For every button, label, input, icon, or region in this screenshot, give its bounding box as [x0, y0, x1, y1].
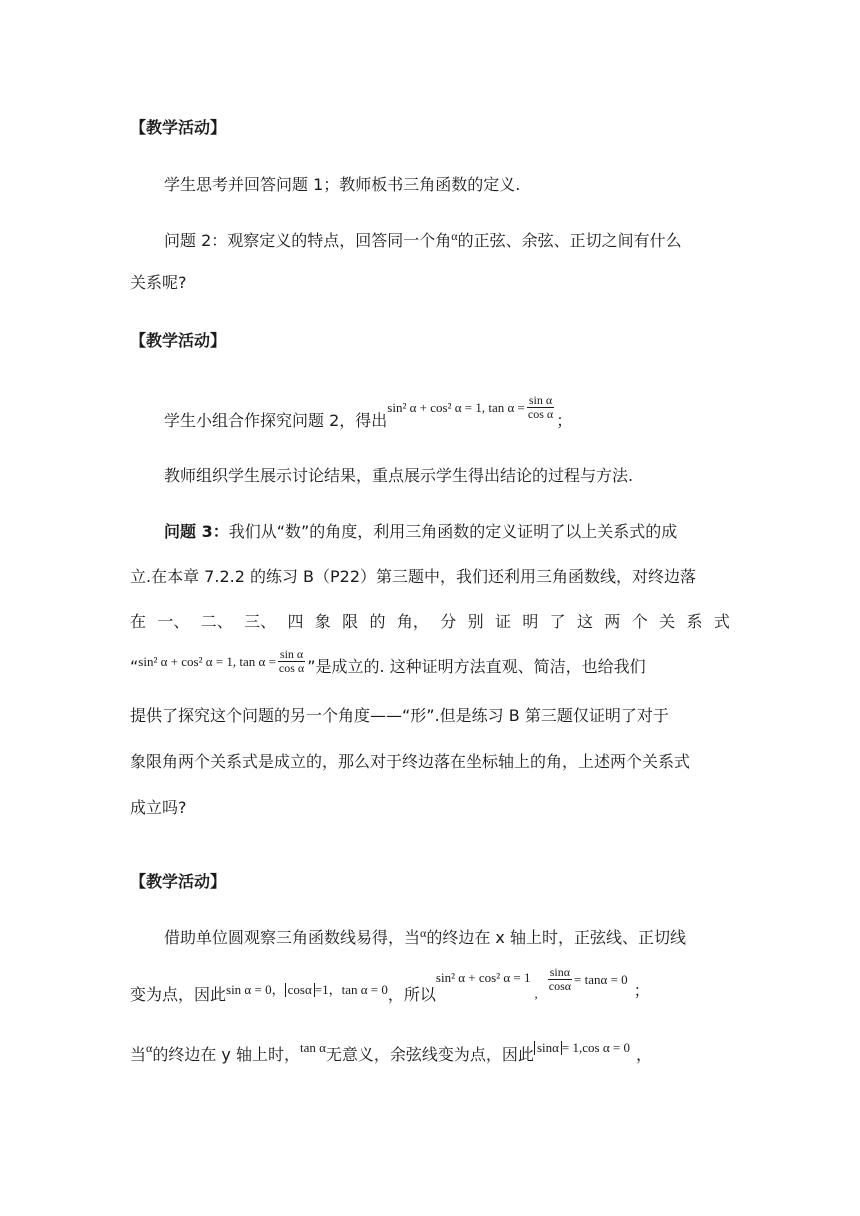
semicolon-2: ； — [633, 981, 650, 1000]
fraction-sin-over-cos: $\frac{\text{sin α}}{\text{cos α}}$ — [527, 393, 554, 421]
paragraph-5-text-b: 的终边在 x 轴上时，正弦线、正切线 — [426, 928, 686, 947]
justified-word: 明 — [522, 612, 539, 631]
question-3-line-4 — [130, 647, 730, 688]
justified-word: 角， — [396, 612, 429, 631]
tan-alpha: tan α — [299, 1039, 326, 1055]
alpha-symbol-3: α — [146, 1040, 153, 1055]
justified-word: 三、 — [244, 612, 277, 631]
alpha-symbol: α — [451, 228, 458, 243]
justified-word: 了 — [549, 612, 566, 631]
question-3-label: 问题 3： — [164, 522, 229, 541]
sin-alpha-eq-0: sin α = 0 — [226, 981, 272, 997]
paragraph-7 — [130, 1038, 730, 1068]
identity-formula-2: sin² α + cos² α = 1, tan α = $\frac{\text{sin α}}{\text{cos α}}$ — [138, 647, 305, 675]
question-3-line-1 — [130, 521, 764, 543]
justified-word: 个 — [631, 612, 648, 631]
heading-teaching-activity-3: 【教学活动】 — [130, 872, 227, 891]
paragraph-6-text-a: 变为点，因此 — [130, 985, 227, 1004]
justified-word: 证 — [494, 612, 511, 631]
justified-word: 关 — [659, 612, 676, 631]
question-3-line-3 — [130, 611, 730, 633]
semicolon: ； — [556, 411, 573, 430]
question-2-line-1 — [130, 230, 764, 253]
paragraph-1: 学生思考并回答问题 1；教师板书三角函数的定义. — [164, 175, 521, 194]
fraction-sin-over-cos-2: $\frac{\text{sin α}}{\text{cos α}}$ — [278, 647, 305, 675]
justified-word: 的 — [369, 612, 386, 631]
comma-3: , — [534, 985, 538, 1001]
identity-short: sin² α + cos² α = 1 — [435, 969, 531, 985]
alpha-symbol-2: α — [420, 925, 427, 940]
justified-word: 一、 — [157, 612, 190, 631]
justified-word: 限 — [342, 612, 359, 631]
justified-word: 这 — [577, 612, 594, 631]
paragraph-7-text-a: 当 — [130, 1045, 147, 1064]
question-3-text-4: ”是成立的. 这种证明方法直观、简洁，也给我们 — [307, 657, 646, 676]
justified-word: 两 — [604, 612, 621, 631]
paragraph-7-text-c: 无意义，余弦线变为点，因此 — [325, 1045, 534, 1064]
question-3-line-7: 成立吗? — [130, 798, 187, 817]
question-2-line-2: 关系呢? — [130, 273, 187, 292]
identity-formula-1: sin² α + cos² α = 1, tan α = $\frac{\text{sin α}}{\text{cos α}}$ — [387, 393, 554, 421]
heading-teaching-activity-2: 【教学活动】 — [130, 331, 227, 350]
comma-5: ， — [636, 1045, 653, 1064]
paragraph-6 — [130, 965, 730, 1010]
abs-cos-alpha-eq-1: cosα =1 — [285, 979, 329, 1001]
heading-teaching-activity-1: 【教学活动】 — [130, 118, 227, 137]
comma-1: ， — [271, 981, 285, 997]
justified-word: 别 — [467, 612, 484, 631]
question-2-text-b: 的正弦、余弦、正切之间有什么 — [457, 231, 682, 250]
justified-word: 式 — [713, 612, 730, 631]
fraction-tan-identity: $\frac{\sin\alpha}{\cos\alpha}$ = tanα = 0 — [548, 965, 628, 993]
question-3-text-1: 我们从“数”的角度，利用三角函数的定义证明了以上关系式的成 — [228, 522, 678, 541]
paragraph-7-text-b: 的终边在 y 轴上时， — [152, 1045, 300, 1064]
cos-alpha-eq-0: cos α = 0 — [582, 1039, 630, 1055]
abs-sin-alpha-eq-1: sinα = 1 — [534, 1037, 579, 1059]
justified-word: 系 — [686, 612, 703, 631]
question-2-text-a: 问题 2：观察定义的特点，回答同一个角 — [164, 231, 452, 250]
question-3-line-2: 立.在本章 7.2.2 的练习 B（P22）第三题中，我们还利用三角函数线，对终边落 — [130, 567, 697, 586]
justified-word: 二、 — [200, 612, 233, 631]
justified-word: 分 — [440, 612, 457, 631]
comma-4: , — [579, 1039, 583, 1055]
paragraph-5-text-a: 借助单位圆观察三角函数线易得，当 — [164, 928, 421, 947]
paragraph-3-text-a: 学生小组合作探究问题 2，得出 — [164, 411, 388, 430]
paragraph-4: 教师组织学生展示讨论结果，重点展示学生得出结论的过程与方法. — [164, 466, 634, 485]
question-3-line-5: 提供了探究这个问题的另一个角度——“形”.但是练习 B 第三题仅证明了对于 — [130, 706, 669, 725]
paragraph-3 — [130, 393, 764, 440]
open-quote: “ — [130, 657, 139, 676]
paragraph-5 — [130, 927, 764, 950]
tan-alpha-eq-0: tan α = 0 — [341, 981, 388, 997]
justified-word: 四 — [287, 612, 304, 631]
question-3-line-6: 象限角两个关系式是成立的，那么对于终边落在坐标轴上的角，上述两个关系式 — [130, 752, 691, 771]
justified-word: 象 — [314, 612, 331, 631]
justified-word: 在 — [130, 612, 147, 631]
paragraph-6-text-b: ，所以 — [387, 985, 436, 1004]
comma-2: ， — [328, 981, 342, 997]
